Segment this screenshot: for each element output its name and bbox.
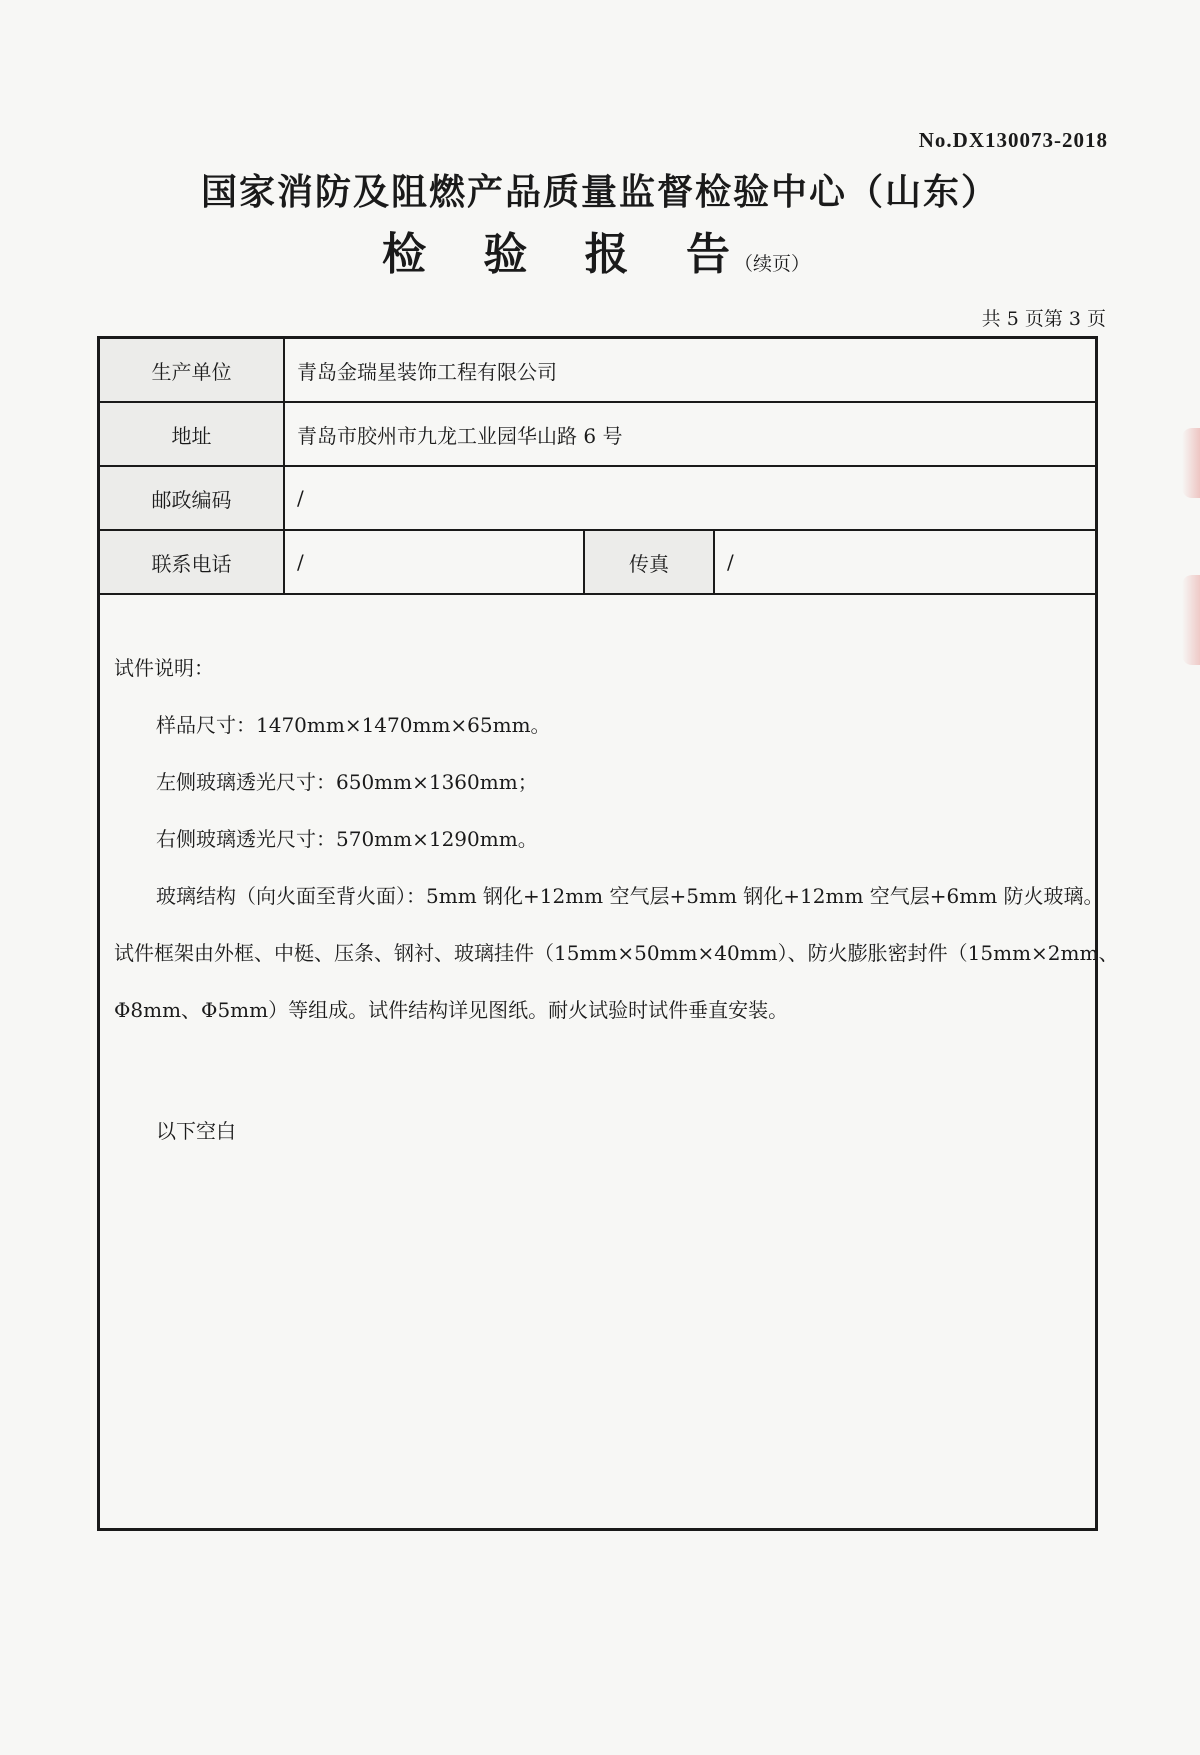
report-heading — [382, 218, 810, 282]
specimen-description — [114, 639, 1119, 1160]
producer-label: 生产单位 — [100, 339, 284, 402]
page-count: 共 5 页第 3 页 — [981, 308, 1106, 330]
report-title-suffix: （续页） — [733, 253, 810, 275]
right-glass-line: 右侧玻璃透光尺寸：570mm×1290mm。 — [156, 827, 538, 851]
fax-value: / — [714, 530, 1095, 594]
address-value: 青岛市胶州市九龙工业园华山路 6 号 — [284, 402, 1095, 466]
report-title-char: 检 — [382, 229, 426, 280]
report-frame — [97, 336, 1119, 1531]
report-title — [382, 218, 734, 282]
specimen-heading: 试件说明： — [114, 656, 214, 680]
producer-row — [100, 339, 1095, 402]
address-label: 地址 — [100, 402, 284, 466]
report-number: No.DX130073-2018 — [918, 128, 1108, 152]
report-title-char: 报 — [584, 229, 629, 280]
glass-structure-line: 玻璃结构（向火面至背火面）：5mm 钢化+12mm 空气层+5mm 钢化+12mm 空气层+6mm 防火玻璃。 — [156, 884, 1104, 908]
center-title: 国家消防及阻燃产品质量监督检验中心（山东） — [200, 172, 999, 213]
left-glass-line: 左侧玻璃透光尺寸：650mm×1360mm； — [156, 770, 538, 794]
producer-info-table — [100, 339, 1095, 595]
seal-stamp-edge — [1182, 428, 1200, 498]
postcode-row — [100, 466, 1095, 530]
blank-below-note: 以下空白 — [156, 1119, 236, 1143]
report-title-char: 告 — [685, 229, 730, 280]
sample-size-line: 样品尺寸：1470mm×1470mm×65mm。 — [156, 713, 551, 737]
postcode-label: 邮政编码 — [100, 466, 284, 530]
frame-composition-line-2: Φ8mm、Φ5mm）等组成。试件结构详见图纸。耐火试验时试件垂直安装。 — [114, 998, 789, 1022]
postcode-value: / — [284, 466, 1095, 530]
producer-value: 青岛金瑞星装饰工程有限公司 — [284, 339, 1095, 402]
contact-row — [100, 530, 1095, 594]
fax-label: 传真 — [584, 530, 714, 594]
seal-stamp-edge — [1182, 575, 1200, 665]
frame-composition-line: 试件框架由外框、中梃、压条、钢衬、玻璃挂件（15mm×50mm×40mm）、防火膨胀密封件（15mm×2mm、 — [114, 941, 1119, 965]
report-title-char: 验 — [483, 229, 528, 280]
address-row — [100, 402, 1095, 466]
phone-label: 联系电话 — [100, 530, 284, 594]
phone-value: / — [284, 530, 584, 594]
